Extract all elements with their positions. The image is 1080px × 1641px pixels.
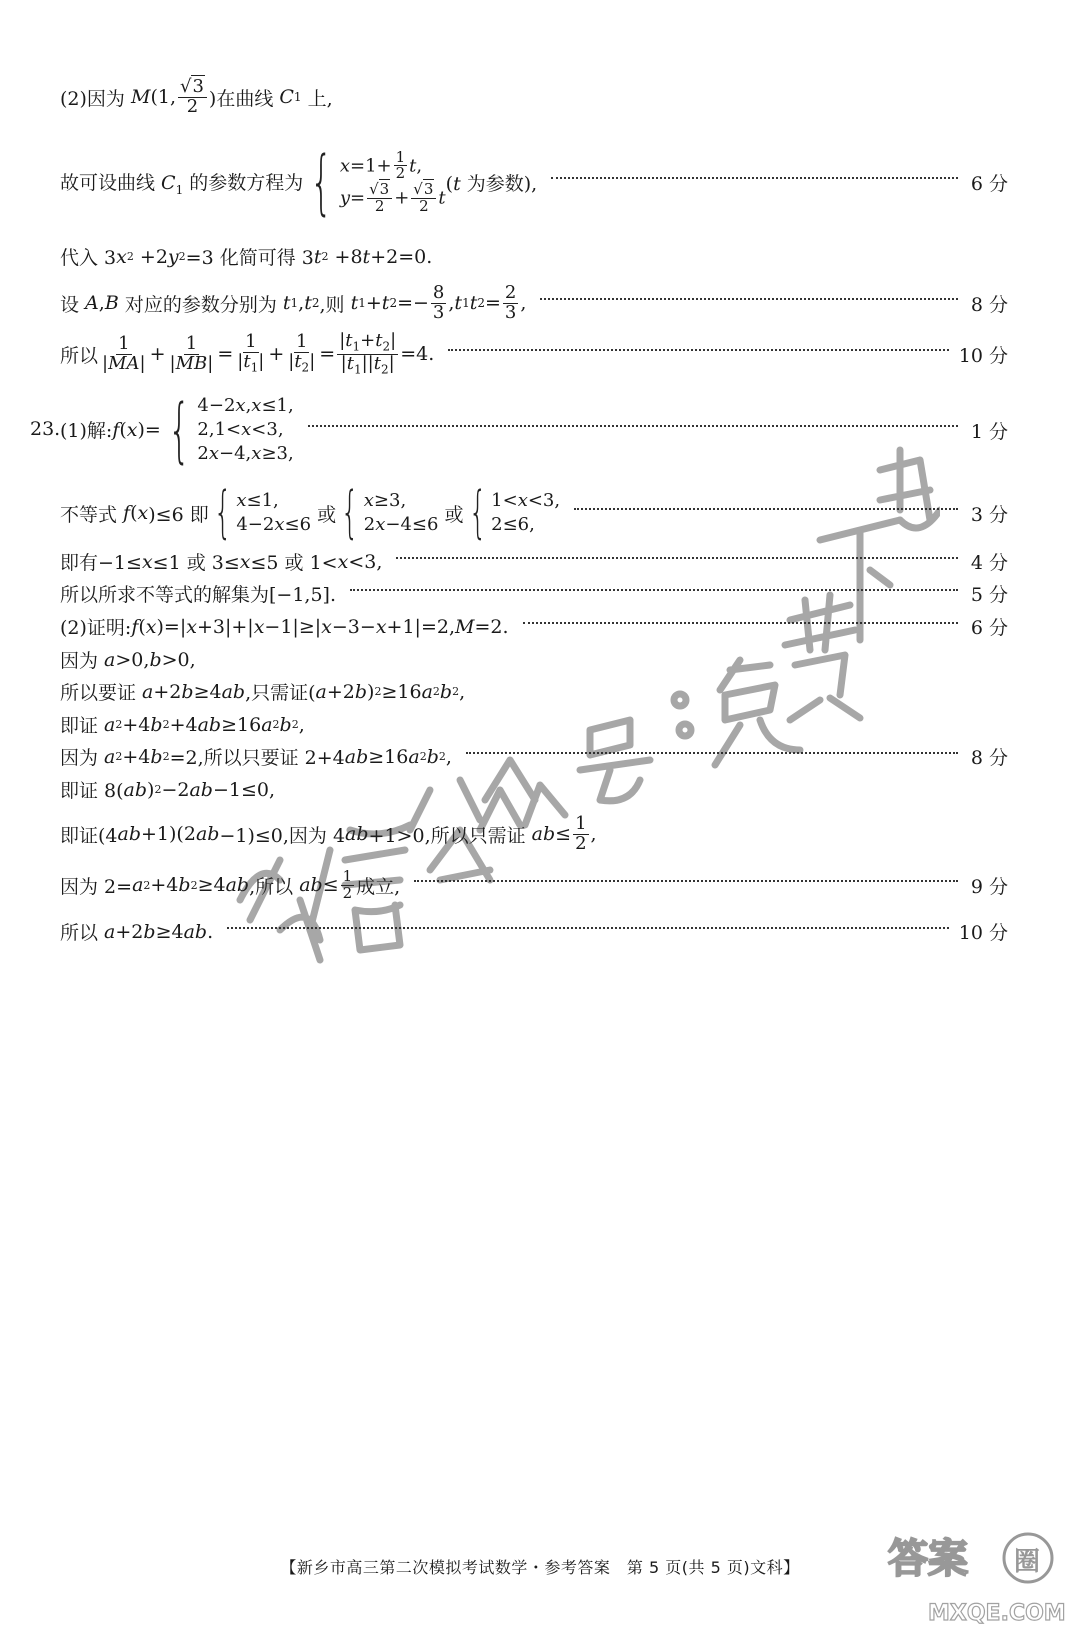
score-label: 4 分 [970, 552, 1008, 574]
solution-line-17: 所以 a +2 b ≥4 ab . 10 分 [60, 918, 1008, 945]
dotted-leader [414, 880, 958, 882]
dotted-leader [540, 298, 958, 300]
dotted-leader [523, 622, 958, 624]
svg-text:答案: 答案 [888, 1536, 968, 1582]
solution-line-16: 因为 2= a 2 +4 b 2 ≥4 ab ,所以 ab ≤ $\frac{1}{2}$ 成立, 9 分 [60, 866, 1008, 902]
page-footer: 【新乡市高三第二次模拟考试数学・参考答案 第 5 页(共 5 页)文科】 [280, 1558, 800, 1577]
solution-line-4: 设 A , B 对应的参数分别为 t 1 , t 2 ,则 t 1 + t 2 =− $\frac{8}{3}$ , t 1 t 2 = $\frac{2}{3}$ , 8 分 [60, 281, 1008, 323]
score-label: 8 分 [970, 293, 1008, 316]
solution-line-8: 所以所求不等式的解集为[−1,5]. 5 分 [60, 580, 1008, 607]
param-intro-text: 故可设曲线 $C_1$ 的参数方程为 [60, 171, 304, 197]
solution-line-11: 所以要证 a +2 b ≥4 ab ,只需证( a +2 b ) 2 ≥16 a 2 b 2 , [60, 680, 466, 704]
solution-q23-part1: (1)解: f ( x )= { 4−2x,x≤1, 2,1<x<3, 2x−4,x≥3, 1 分 [60, 388, 1008, 471]
param-cases: x=1+ $\frac{1}{2}$ t, y= $\frac{√3}{2}$ + $\frac{√3}{2}$ t [339, 147, 446, 215]
solution-line-13: 因为 a 2 +4 b 2 =2,所以只要证 2+4 ab ≥16 a 2 b 2 , 8 分 [60, 743, 1008, 770]
solution-line-15: 即证(4 ab +1)(2 ab −1)≤0,因为 4 ab +1>0,所以只需证 ab ≤ $\frac{1}{2}$ , [60, 812, 597, 854]
left-brace-icon: { [167, 388, 191, 471]
score-label: 6 分 [970, 172, 1008, 195]
solution-line-3: 代入 3 x 2 +2 y 2 =3 化简可得 3 t 2 +8 t +2=0. [60, 245, 433, 269]
left-brace-icon: { [310, 141, 333, 223]
solution-line-1: (2)因为 M (1, $\frac{√3}{2}$ )在曲线 C 1 上, [60, 76, 333, 117]
left-brace-icon: { [341, 480, 359, 545]
left-brace-icon: { [468, 480, 487, 545]
score-label: 10 分 [958, 344, 1008, 367]
dotted-leader [227, 927, 949, 929]
solution-line-5: 所以 $\frac{1}{|MA|}$ + $\frac{1}{|MB|}$ = $\frac{1}{|t_1|}$ + $\frac{1}{|t_2|}$ = $\frac{|t_1+t_2|}{|t_1||t_2|}$ =4. 10 分 [60, 330, 1008, 377]
answer-circle-logo [878, 1520, 1068, 1630]
score-label: 9 分 [970, 875, 1008, 898]
score-label: 5 分 [970, 584, 1008, 606]
score-label: 1 分 [970, 420, 1008, 443]
dotted-leader [466, 752, 958, 754]
score-label: 8 分 [970, 747, 1008, 769]
solution-line-14: 即证 8( ab ) 2 −2 ab −1≤0, [60, 778, 276, 802]
fraction-sqrt3-over-2: $\frac{√3}{2}$ [178, 78, 207, 117]
dotted-leader [396, 557, 958, 559]
solution-line-9: (2)证明: f ( x )=| x +3|+| x −1|≥| x −3− x +1|=2, M =2. 6 分 [60, 613, 1008, 640]
svg-text:圈: 圈 [1014, 1547, 1041, 1577]
score-label: 6 分 [970, 617, 1008, 639]
dotted-leader [350, 589, 958, 591]
dotted-leader [551, 177, 958, 179]
solution-line-12: 即证 a 2 +4 b 2 +4 ab ≥16 a 2 b 2 , [60, 713, 305, 737]
dotted-leader [308, 425, 958, 427]
left-brace-icon: { [213, 480, 232, 545]
question-number: 23. [30, 418, 61, 440]
dotted-leader [448, 349, 949, 351]
solution-line-parametric: 故可设曲线 $C_1$ 的参数方程为 { x=1+ $\frac{1}{2}$ t, y= $\frac{√3}{2}$ + $\frac{√3}{2}$ t (t 为参数), 6 分 [60, 141, 1008, 223]
svg-text:MXQE.COM: MXQE.COM [928, 1601, 1066, 1626]
dotted-leader [574, 508, 958, 510]
score-label: 10 分 [958, 922, 1008, 944]
solution-line-10: 因为 a >0, b >0, [60, 648, 196, 672]
solution-line-7: 即有−1≤ x ≤1 或 3≤ x ≤5 或 1< x <3, 4 分 [60, 548, 1008, 575]
score-label: 3 分 [970, 503, 1008, 526]
solution-inequality-cases: 不等式 f ( x )≤6 即 { x≤1, 4−2x≤6 或 { x≥3, 2x−4≤6 或 { 1<x<3, 2≤6, 3 分 [60, 480, 1008, 545]
piecewise-cases: 4−2x,x≤1, 2,1<x<3, 2x−4,x≥3, [197, 394, 294, 465]
